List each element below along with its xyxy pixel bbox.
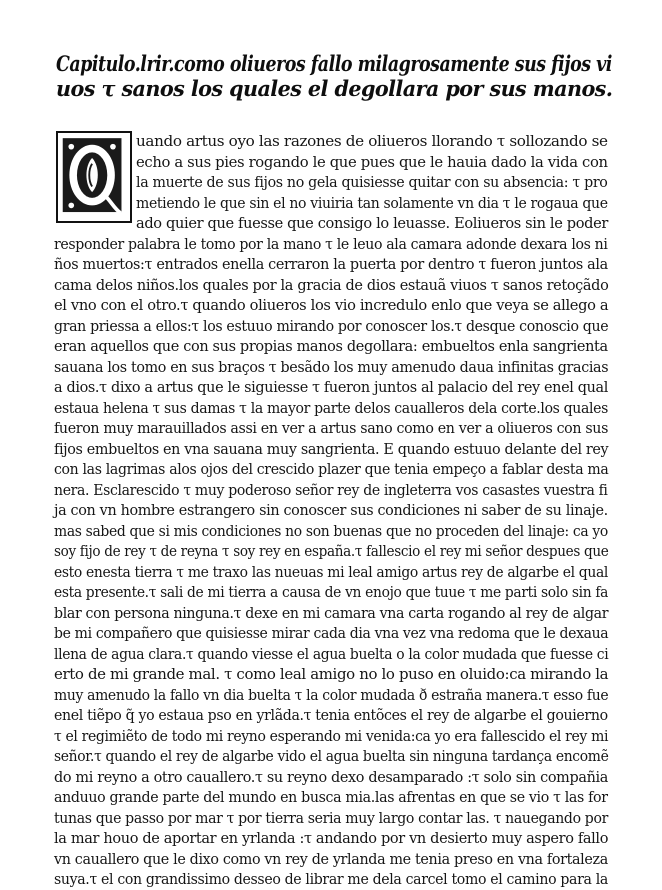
body-line: ños muertos:τ entrados enella cerraron la puerta por dentro τ fueron juntos ala [54,256,608,273]
body-line: a dios.τ dixo a artus que le siguiesse τ fueron juntos al palacio del rey enel qual [54,379,609,396]
body-line: cama delos niños.los quales por la gracia de dios estauã viuos τ sanos retoçãdo [54,276,609,294]
body-line: tunas que passo por mar τ por tierra seria muy largo contar las. τ nauegando por [54,809,608,827]
body-line: ja con vn hombre estrangero sin conoscer sus condiciones ni saber de su linaje. [54,502,608,519]
body-line: fueron muy marauillados assi en ver a artus sano como en ver a oliueros con sus [54,420,609,437]
body-line: muy amenudo la fallo vn dia buelta τ la color mudada ð estraña manera.τ esso fue [54,686,609,704]
body-line: ado quier que fuesse que consigo lo leuasse. Eoliueros sin le poder [136,215,608,232]
body-line: estaua helena τ sus damas τ la mayor parte delos caualleros dela corte.los quales [54,399,608,417]
body-line: sauana los tomo en sus braços τ besãdo los muy amenudo daua infinitas gracias [54,358,609,376]
body-line: nera. Esclarescido τ muy poderoso señor rey de ingleterra vos casastes vuestra fi [54,481,608,499]
body-line: mas sabed que si mis condiciones no son buenas que no proceden del linaje: ca yo [54,522,608,540]
body-line: anduuo grande parte del mundo en busca mia.las afrentas en que se vio τ las for [54,789,608,806]
body-line: gran priessa a ellos:τ los estuuo mirando por conoscer los.τ desque conoscio que [54,317,609,335]
body-line: echo a sus pies rogando le que pues que le hauia dado la vida con [136,153,608,171]
body-line: fijos embueltos en vna sauana muy sangrienta. E quando estuuo delante del rey [54,440,609,458]
body-line: suya.τ el con grandissimo desseo de librar me dela carcel tomo el camino para la [54,871,608,888]
initial-letter: Q [61,38,63,40]
body-line: soy fijo de rey τ de reyna τ soy rey en españa.τ fallescio el rey mi señor despues que [54,543,609,560]
body-line: responder palabra le tomo por la mano τ le leuo ala camara adonde dexara los ni [54,235,608,253]
body-line: llena de agua clara.τ quando viesse el agua buelta o la color mudada que fuesse ci [54,645,609,663]
chapter-heading-line-2: uos τ sanos los quales el degollara por sus manos. [56,77,613,102]
body-line: blar con persona ninguna.τ dexe en mi camara vna carta rogando al rey de algar [54,604,609,622]
body-line: la muerte de sus fijos no gela quisiesse quitar con su absencia: τ pro [136,174,608,191]
body-line: con las lagrimas alos ojos del crescido plazer que tenia empeço a fablar desta ma [54,461,609,478]
body-line: erto de mi grande mal. τ como leal amigo no lo puso en oluido:ca mirando la [54,666,609,683]
chapter-heading-line-1: Capitulo.lrir.como oliueros fallo milagrosamente sus fijos vi [56,52,612,77]
body-line: vn cauallero que le dixo como vn rey de yrlanda me tenia preso en vna fortaleza [54,850,608,868]
body-line: esta presente.τ sali de mi tierra a causa de vn enojo que tuue τ me parti solo sin fa [54,584,609,601]
body-line: τ el regimiẽto de todo mi reyno esperando mi venida:ca yo era fallescido el rey mi [54,727,609,745]
body-line: metiendo le que sin el no viuiria tan solamente vn dia τ le rogaua que [136,194,608,212]
body-line: la mar houo de aportar en yrlanda :τ andando por vn desierto muy aspero fallo [54,830,609,847]
body-line: señor.τ quando el rey de algarbe vido el agua buelta sin ninguna tardança encomẽ [54,748,609,765]
body-line: esto enesta tierra τ me traxo las nueuas mi leal amigo artus rey de algarbe el qual [54,563,609,581]
body-line: enel tiẽpo q̃ yo estaua pso en yrlãda.τ tenia entõces el rey de algarbe el gouierno [54,707,608,724]
body-line: el vno con el otro.τ quando oliueros los vio incredulo enlo que veya se allego a [54,297,609,314]
body-line: be mi compañero que quisiesse mirar cada dia vna vez vna redoma que le dexaua [54,625,609,642]
body-line: do mi reyno a otro cauallero.τ su reyno dexo desamparado :τ solo sin compañia [54,768,608,786]
body-line: eran aquellos que con sus propias manos degollara: embueltos enla sangrienta [54,338,608,355]
body-line: uando artus oyo las razones de oliueros llorando τ sollozando se [136,133,608,150]
